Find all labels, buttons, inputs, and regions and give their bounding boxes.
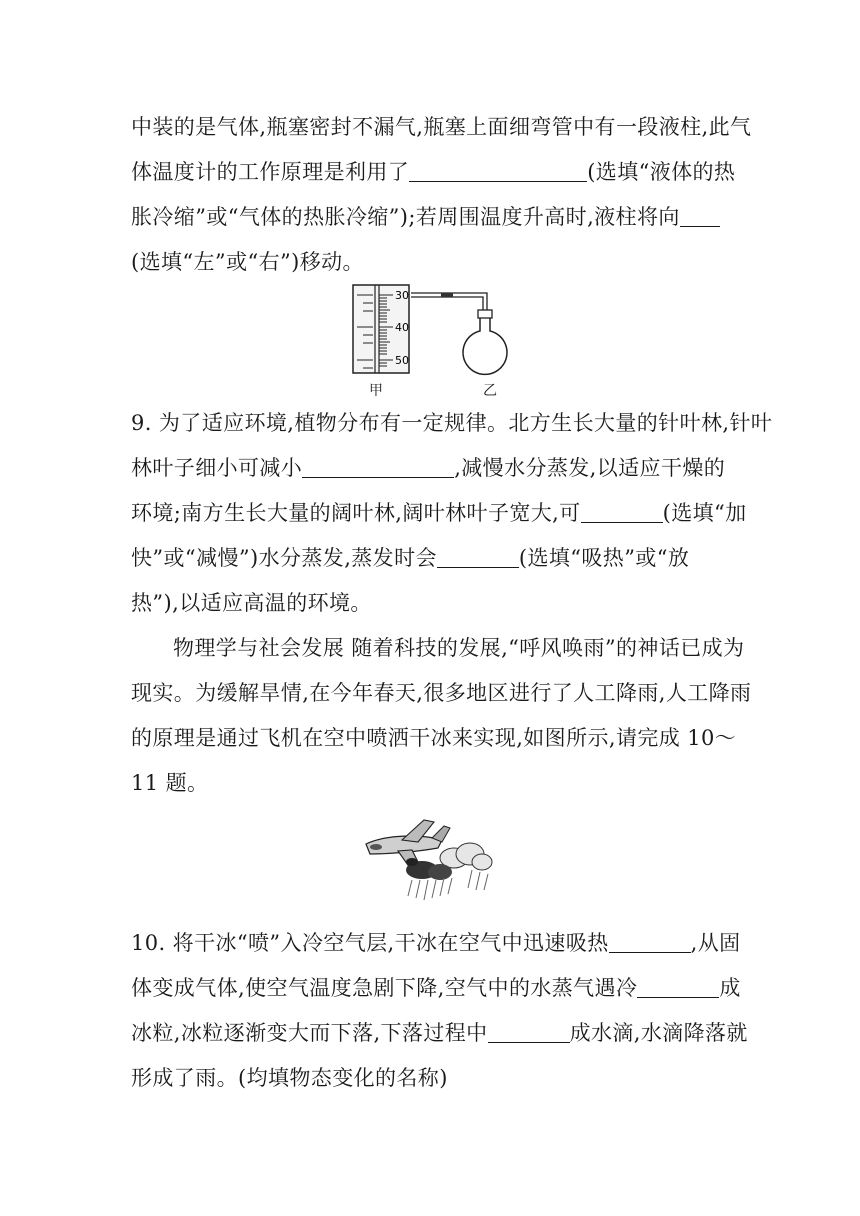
q9-line-1: 9. 为了适应环境,植物分布有一定规律。北方生长大量的针叶林,针叶 <box>131 411 773 435</box>
airplane-cloud-illustration <box>362 818 498 904</box>
q10-line-2: 体变成气体,使空气温度急剧下降,空气中的水蒸气遇冷 成 <box>131 976 741 1000</box>
intro-line-2: 现实。为缓解旱情,在今年春天,很多地区进行了人工降雨,人工降雨 <box>131 681 752 705</box>
tick-label-50: 50 <box>395 354 409 367</box>
q8-line-3: 胀冷缩”或“气体的热胀冷缩”);若周围温度升高时,液柱将向 <box>131 202 731 232</box>
q8-line-2: 体温度计的工作原理是利用了 (选填“液体的热 <box>131 160 736 184</box>
q9-blank-3[interactable] <box>437 545 519 568</box>
q10-blank-3[interactable] <box>488 1020 570 1043</box>
intro-line-1: 物理学与社会发展 随着科技的发展,“呼风唤雨”的神话已成为 <box>173 636 745 660</box>
q9-line-5: 热”),以适应高温的环境。 <box>131 591 372 615</box>
figure-label-jia: 甲 <box>369 383 383 399</box>
tick-label-30: 30 <box>395 289 409 302</box>
q9-line-3: 环境;南方生长大量的阔叶林,阔叶林叶子宽大,可 (选填“加 <box>131 501 747 525</box>
cloud-seeding-figure <box>362 818 498 904</box>
round-flask <box>463 318 507 374</box>
q8-line-1: 中装的是气体,瓶塞密封不漏气,瓶塞上面细弯管中有一段液柱,此气 <box>131 115 752 139</box>
intro-line-4: 11 题。 <box>131 771 209 795</box>
bent-tube-inner <box>411 297 483 311</box>
q10-line-1: 10. 将干冰“喷”入冷空气层,干冰在空气中迅速吸热 ,从固 <box>131 931 741 955</box>
intro-line-3: 的原理是通过飞机在空中喷洒干冰来实现,如图所示,请完成 10～ <box>131 726 737 750</box>
q10-line-3: 冰粒,冰粒逐渐变大而下落,下落过程中 成水滴,水滴降落就 <box>131 1021 748 1045</box>
q10-blank-2[interactable] <box>637 975 719 998</box>
liquid-column <box>441 293 453 297</box>
gas-thermometer-figure <box>345 283 525 401</box>
q9-blank-2[interactable] <box>581 500 663 523</box>
q8-blank-1[interactable] <box>409 159 587 182</box>
q8-line-4: (选填“左”或“右”)移动。 <box>131 250 364 274</box>
q9-line-4: 快”或“减慢”)水分蒸发,蒸发时会 (选填“吸热”或“放 <box>131 546 690 570</box>
figure-label-yi: 乙 <box>483 383 497 399</box>
q8-blank-2[interactable] <box>680 204 720 227</box>
bottle-stopper <box>478 310 492 318</box>
q10-blank-1[interactable] <box>609 930 691 953</box>
q9-blank-1[interactable] <box>302 455 454 478</box>
tick-label-40: 40 <box>395 321 409 334</box>
q10-line-4: 形成了雨。(均填物态变化的名称) <box>131 1066 448 1090</box>
q9-line-2: 林叶子细小可减小 ,减慢水分蒸发,以适应干燥的 <box>131 456 726 480</box>
